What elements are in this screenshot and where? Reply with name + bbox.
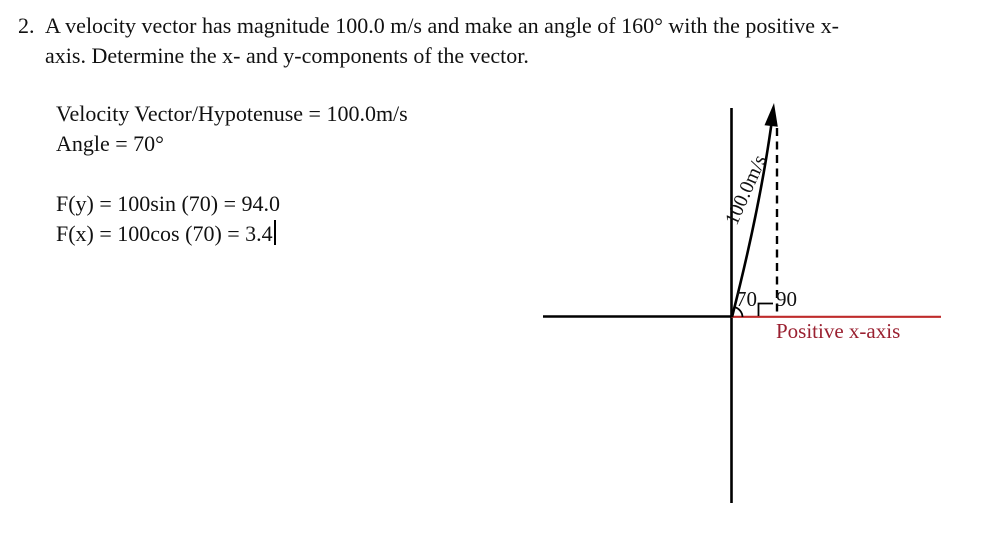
problem-number: 2.	[18, 13, 35, 38]
positive-x-axis-label: Positive x-axis	[776, 319, 901, 343]
velocity-vector-arrowhead	[765, 103, 778, 127]
right-angle-mark	[759, 304, 774, 317]
work-line-fy: F(y) = 100sin (70) = 94.0	[56, 191, 281, 216]
work-line-angle: Angle = 70°	[56, 131, 164, 156]
work-line-fx-text: F(x) = 100cos (70) = 3.4	[56, 221, 273, 246]
angle-70-label: 70	[736, 287, 757, 311]
angle-90-label: 90	[776, 287, 797, 311]
problem-statement-line2: axis. Determine the x- and y-components of the vector.	[45, 43, 529, 68]
vector-magnitude-label: 100.0m/s	[720, 151, 772, 229]
problem-statement-line1: A velocity vector has magnitude 100.0 m/s and make an angle of 160° with the positive x-	[45, 13, 839, 38]
work-line-magnitude: Velocity Vector/Hypotenuse = 100.0m/s	[56, 101, 408, 126]
